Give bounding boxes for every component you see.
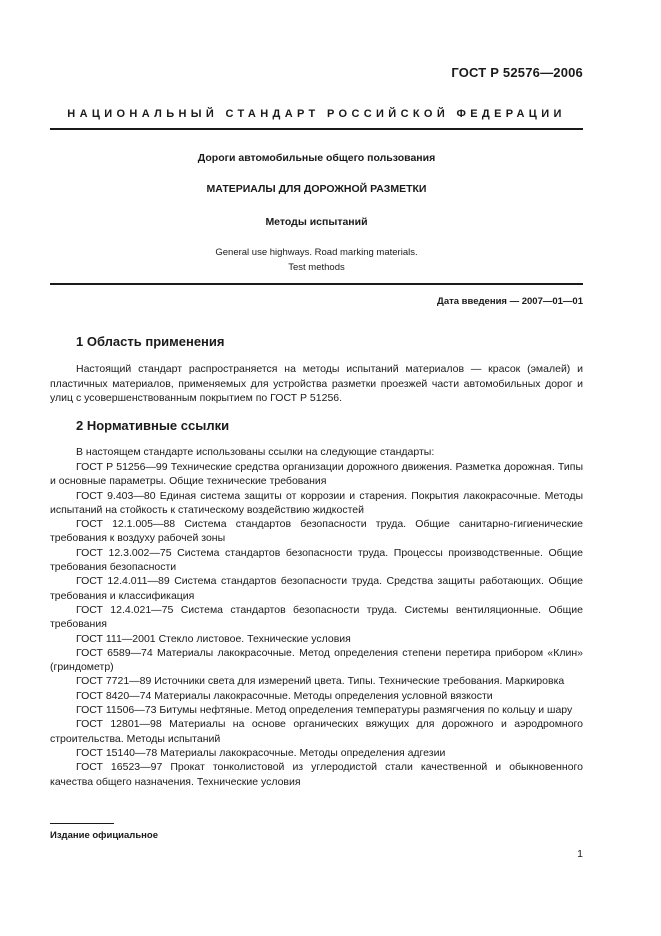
reference-item: ГОСТ 15140—78 Материалы лакокрасочные. Методы определения адгезии <box>76 746 446 759</box>
introduction-date: Дата введения — 2007—01—01 <box>437 296 583 307</box>
title-line-1: Дороги автомобильные общего пользования <box>197 152 436 164</box>
normative-references <box>50 460 583 789</box>
reference-item: ГОСТ 12801—98 Материалы на основе органических вяжущих для дорожного и аэродромного строительства. Методы испытаний <box>50 718 583 745</box>
section-1-text: Настоящий стандарт распространяется на методы испытаний материалов — красок (эмалей) и пластичных материалов, применяемых для устройства разметки проезжей части автомобильных дорог и улиц с усовершенствованным покрытием по ГОСТ Р 51256. <box>50 363 583 405</box>
section-2-lead: В настоящем стандарте использованы ссылки на следующие стандарты: <box>76 446 435 458</box>
reference-item: ГОСТ 12.4.011—89 Система стандартов безопасности труда. Средства защиты работающих. Общие требования и классификация <box>50 575 583 602</box>
reference-item: ГОСТ Р 51256—99 Технические средства организации дорожного движения. Разметка дорожная. Типы и основные параметры. Общие технические требования <box>50 461 583 488</box>
section-1-heading: 1 Область применения <box>76 334 225 349</box>
national-standard-banner: НАЦИОНАЛЬНЫЙ СТАНДАРТ РОССИЙСКОЙ ФЕДЕРАЦИИ <box>67 108 566 120</box>
english-title-line-1: General use highways. Road marking materials. <box>215 247 418 258</box>
reference-item: ГОСТ 8420—74 Материалы лакокрасочные. Методы определения условной вязкости <box>76 689 493 702</box>
english-title <box>50 245 583 275</box>
reference-item: ГОСТ 16523—97 Прокат тонколистовой из углеродистой стали качественной и обыкновенного качества общего назначения. Технические условия <box>50 761 583 788</box>
middle-rule <box>50 283 583 285</box>
page-number: 1 <box>577 848 583 860</box>
section-2-heading: 2 Нормативные ссылки <box>76 418 230 433</box>
reference-item: ГОСТ 12.1.005—88 Система стандартов безопасности труда. Общие санитарно-гигиенические требования к воздуху рабочей зоны <box>50 518 583 545</box>
top-rule <box>50 128 583 130</box>
title-line-2: МАТЕРИАЛЫ ДЛЯ ДОРОЖНОЙ РАЗМЕТКИ <box>206 183 427 195</box>
reference-item: ГОСТ 11506—73 Битумы нефтяные. Метод определения температуры размягчения по кольцу и шару <box>76 704 573 717</box>
reference-item: ГОСТ 6589—74 Материалы лакокрасочные. Метод определения степени перетира прибором «Клин» (гриндометр) <box>50 646 583 674</box>
reference-item: ГОСТ 12.3.002—75 Система стандартов безопасности труда. Процессы производственные. Общие требования безопасности <box>50 546 583 574</box>
reference-item: ГОСТ 111—2001 Стекло листовое. Технические условия <box>76 632 351 645</box>
reference-item: ГОСТ 9.403—80 Единая система защиты от коррозии и старения. Покрытия лакокрасочные. Методы испытаний на стойкость к статическому воздействию жидкостей <box>50 489 583 516</box>
official-edition-label: Издание официальное <box>50 830 158 841</box>
reference-item: ГОСТ 7721—89 Источники света для измерений цвета. Типы. Технические требования. Маркировка <box>76 675 565 688</box>
reference-item: ГОСТ 12.4.021—75 Система стандартов безопасности труда. Системы вентиляционные. Общие требования <box>50 603 583 631</box>
english-title-line-2: Test methods <box>288 262 345 273</box>
footer-rule <box>50 823 114 824</box>
title-line-3: Методы испытаний <box>265 216 368 228</box>
document-code: ГОСТ Р 52576—2006 <box>451 65 583 80</box>
